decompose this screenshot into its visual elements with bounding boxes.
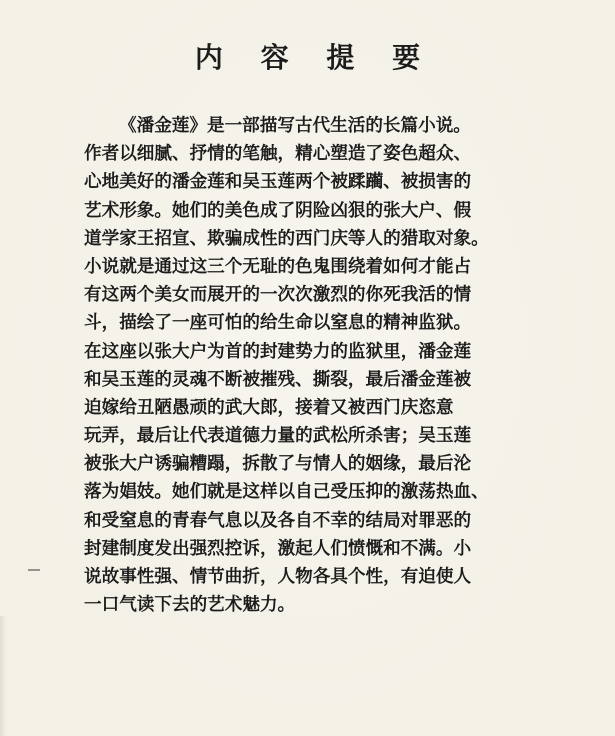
text-line: 说故事性强、情节曲折，人物各具个性，有迫使人 [84,566,472,587]
text-line: 小说就是通过这三个无耻的色鬼围绕着如何才能占 [84,255,472,277]
page-edge-shadow [0,616,6,736]
text-line: 《潘金莲》是一部描写古代生活的长篇小说。 [119,115,471,136]
summary-paragraph [84,112,524,619]
text-line: 被张大户诱骗糟蹋，拆散了与情人的姻缘，最后沦 [84,453,472,475]
text-line: 一口气读下去的艺术魅力。 [84,594,296,616]
text-line: 有这两个美女而展开的一次次激烈的你死我活的情 [84,284,472,306]
text-line: 在这座以张大户为首的封建势力的监狱里，潘金莲 [84,340,472,362]
page-title: 内 容 提 要 [194,41,435,74]
text-line: 迫嫁给丑陋愚顽的武大郎，接着又被西门庆恣意 [84,396,454,418]
margin-mark [28,569,40,571]
text-line: 玩弄，最后让代表道德力量的武松所杀害；吴玉莲 [84,425,472,447]
text-line: 道学家王招宣、欺骗成性的西门庆等人的猎取对象。 [84,227,489,249]
text-line: 斗，描绘了一座可怕的给生命以窒息的精神监狱。 [84,312,472,334]
text-line: 封建制度发出强烈控诉，激起人们愤慨和不满。小 [84,537,472,559]
text-line: 和吴玉莲的灵魂不断被摧残、撕裂，最后潘金莲被 [84,368,472,390]
text-line: 落为娼妓。她们就是这样以自己受压抑的激荡热血、 [84,481,489,503]
text-line: 艺术形象。她们的美色成了阴险凶狠的张大户、假 [84,199,472,221]
text-line: 和受窒息的青春气息以及各自不幸的结局对罪恶的 [84,509,472,531]
text-line: 作者以细腻、抒情的笔触，精心塑造了姿色超众、 [84,143,472,165]
text-line: 心地美好的潘金莲和吴玉莲两个被蹂躏、被损害的 [84,171,472,193]
